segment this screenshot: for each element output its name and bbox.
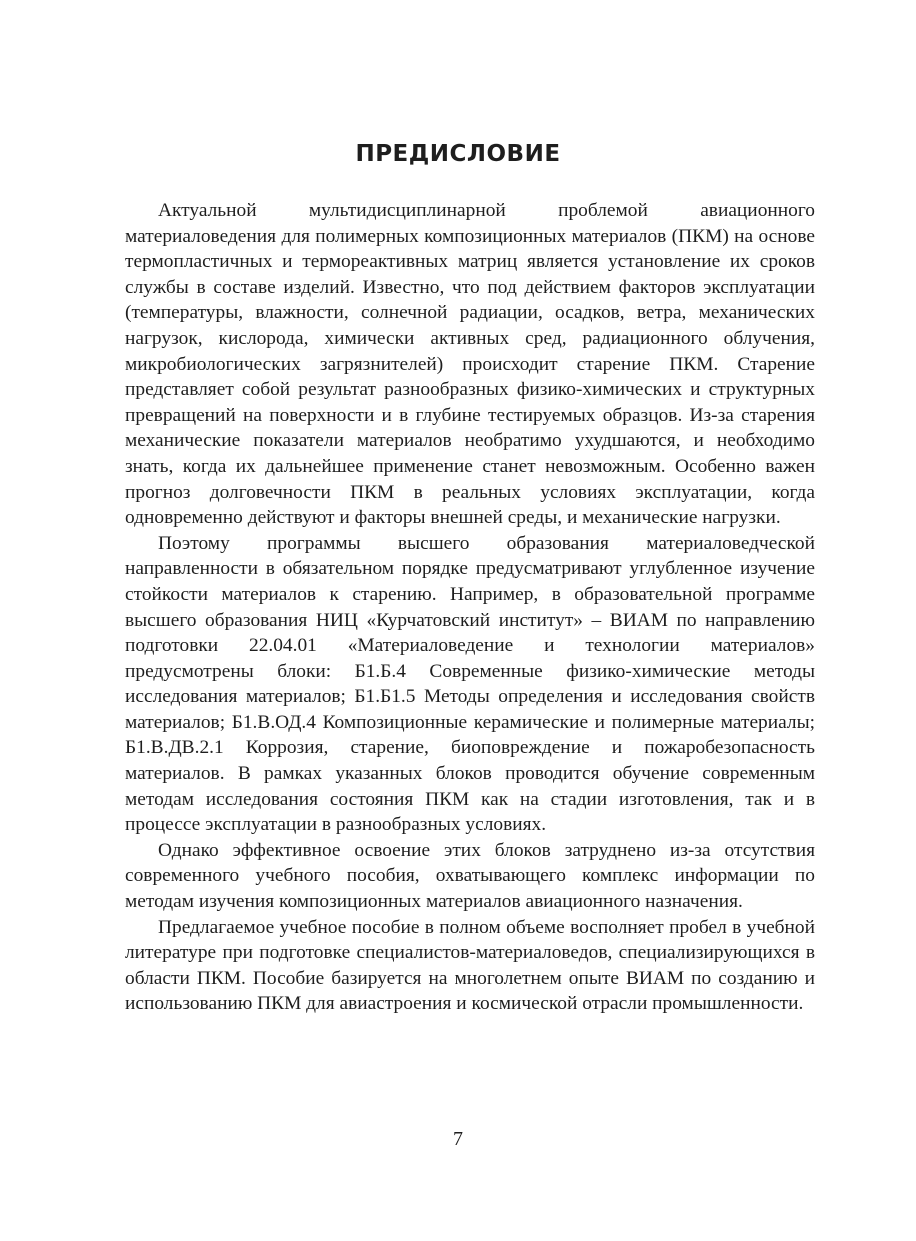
paragraph-4: Предлагаемое учебное пособие в полном объеме восполняет пробел в учебной литературе при подготовке специалистов-материаловедов, специализирующихся в области ПКМ. Пособие базируется на многолетнем опыте ВИАМ по созданию и использованию ПКМ для авиастроения и космической отрасли промышленности. — [125, 916, 815, 1015]
preface-body — [125, 198, 815, 1017]
paragraph-1: Актуальной мультидисциплинарной проблемой авиационного материаловедения для полимерных композиционных материалов (ПКМ) на основе термопластичных и термореактивных матриц является установление их сроков службы в составе изделий. Известно, что под действием факторов эксплуатации (температуры, влажности, солнечной радиации, осадков, ветра, механических нагрузок, кислорода, химически активных сред, радиационного облучения, микробиологических загрязнителей) происходит старение ПКМ. Старение представляет собой результат разнообразных физико-химических и структурных превращений на поверхности и в глубине тестируемых образцов. Из-за старения механические показатели материалов необратимо ухудшаются, и необходимо знать, когда их дальнейшее применение станет невозможным. Особенно важен прогноз долговечности ПКМ в реальных условиях эксплуатации, когда одновременно действуют и факторы внешней среды, и механические нагрузки. — [125, 200, 815, 529]
paragraph-2: Поэтому программы высшего образования материаловедческой направленности в обязательном порядке предусматривают углубленное изучение стойкости материалов к старению. Например, в образовательной программе высшего образования НИЦ «Курчатовский институт» – ВИАМ по направлению подготовки 22.04.01 «Материаловедение и технологии материалов» предусмотрены блоки: Б1.Б.4 Современные физико-химические методы исследования материалов; Б1.Б1.5 Методы определения и исследования свойств материалов; Б1.В.ОД.4 Композиционные керамические и полимерные материалы; Б1.В.ДВ.2.1 Коррозия, старение, биоповреждение и пожаробезопасность материалов. В рамках указанных блоков проводится обучение современным методам исследования состояния ПКМ как на стадии изготовления, так и в процессе эксплуатации в разнообразных условиях. — [125, 532, 815, 836]
paragraph-3: Однако эффективное освоение этих блоков затруднено из-за отсутствия современного учебного пособия, охватывающего комплекс информации по методам изучения композиционных материалов авиационного назначения. — [125, 839, 815, 913]
page-title: ПРЕДИСЛОВИЕ — [355, 141, 561, 167]
page-number: 7 — [453, 1128, 463, 1150]
